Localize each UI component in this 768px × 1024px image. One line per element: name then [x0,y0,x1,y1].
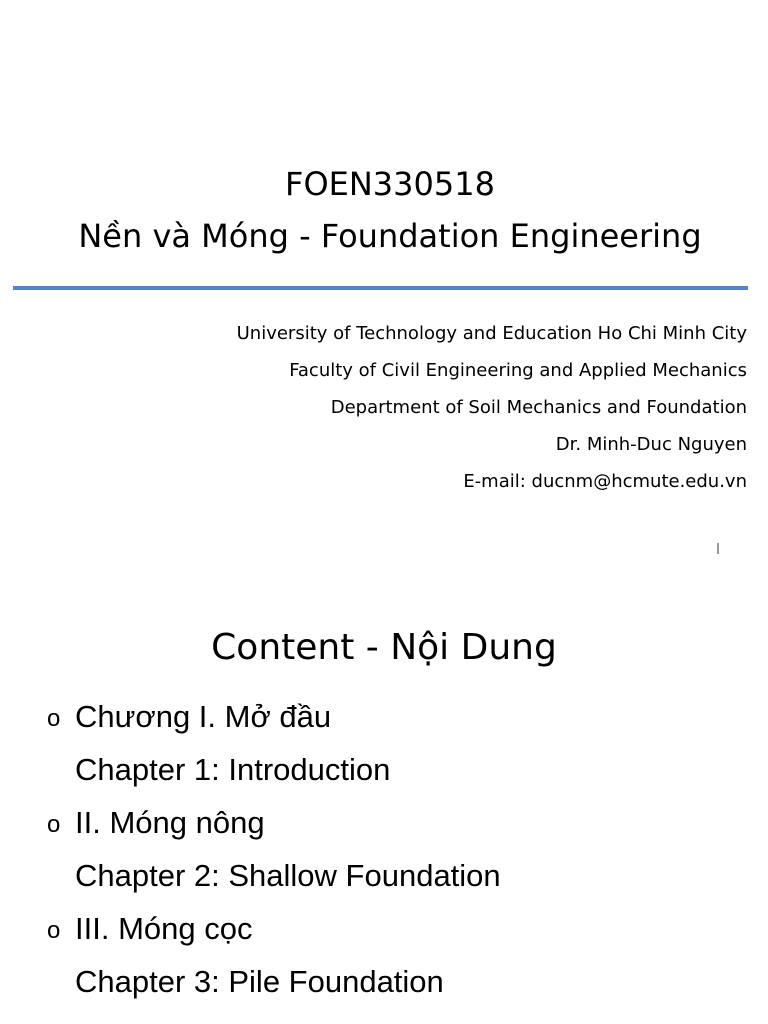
list-item [0,902,768,1008]
chapter-vi-title: III. Móng cọc [75,911,253,946]
chapter-vi-title: Chương I. Mở đầu [75,699,332,734]
faculty-name: Faculty of Civil Engineering and Applied Mechanics [289,360,747,381]
department-name: Department of Soil Mechanics and Foundation [330,397,747,418]
list-item [0,796,768,902]
circle-bullet-icon: o [47,917,61,944]
slide-title [0,158,768,262]
author-email: E-mail: ducnm@hcmute.edu.vn [463,471,747,492]
content-heading: Content - Nội Dung [211,627,557,668]
chapter-en-title: Chapter 2: Shallow Foundation [75,858,501,893]
affiliation-block [237,315,747,500]
course-name: Nền và Móng - Foundation Engineering [78,217,702,255]
chapter-en-title: Chapter 1: Introduction [75,752,391,787]
chapter-vi-title: II. Móng nông [75,805,265,840]
chapter-en-title: Chapter 3: Pile Foundation [75,964,444,999]
circle-bullet-icon: o [47,705,61,732]
stray-mark [717,543,719,554]
circle-bullet-icon: o [47,811,61,838]
title-divider [13,286,748,290]
university-name: University of Technology and Education Ho Chi Minh City [236,323,747,344]
course-code: FOEN330518 [285,165,495,203]
chapter-list [0,690,768,1008]
list-item [0,690,768,796]
author-name: Dr. Minh-Duc Nguyen [555,434,747,455]
